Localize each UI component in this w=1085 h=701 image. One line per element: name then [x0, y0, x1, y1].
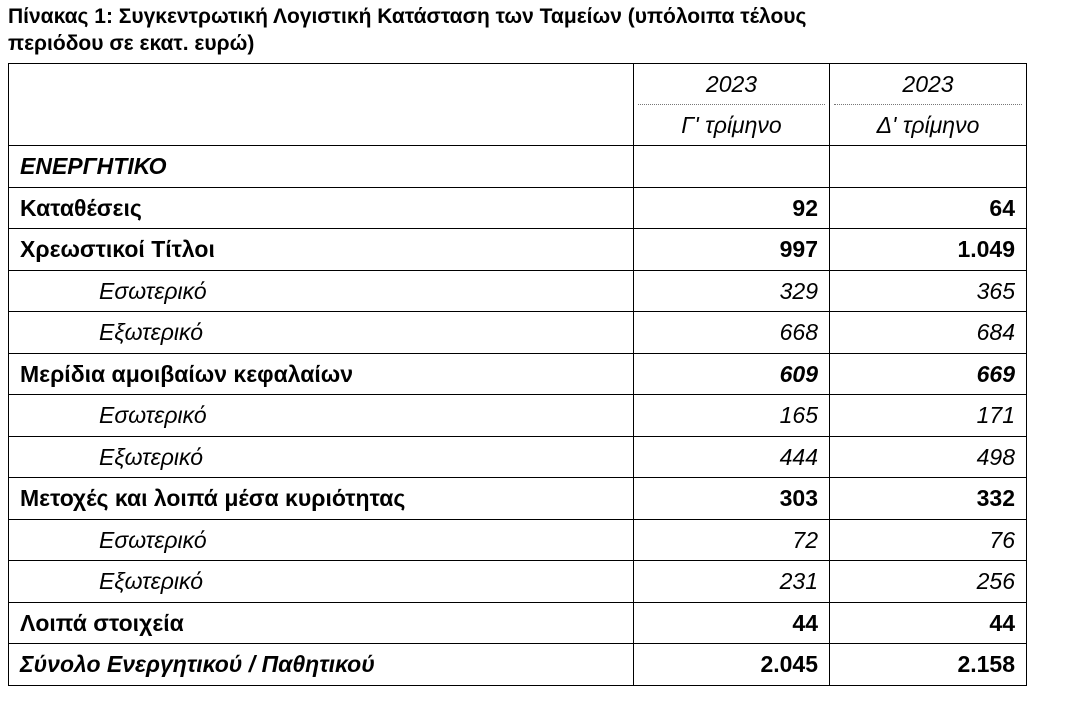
row-label: Λοιπά στοιχεία [9, 602, 634, 644]
row-label: Εσωτερικό [99, 277, 207, 304]
table-row-other-items [9, 602, 1027, 644]
row-value-q3: 444 [634, 436, 830, 478]
row-label-cell [9, 436, 634, 478]
row-label-cell [9, 270, 634, 312]
row-label: ΕΝΕΡΓΗΤΙΚΟ [9, 146, 634, 188]
row-label: Εσωτερικό [99, 402, 207, 429]
row-label: Εξωτερικό [99, 319, 204, 346]
row-value-q3: 668 [634, 312, 830, 354]
table-title-line-2: περιόδου σε εκατ. ευρώ) [8, 32, 255, 55]
row-value-q4: 669 [830, 353, 1027, 395]
row-value-q3: 2.045 [634, 644, 830, 686]
row-label-cell [9, 519, 634, 561]
row-value-q3: 329 [634, 270, 830, 312]
row-label: Χρεωστικοί Τίτλοι [9, 229, 634, 271]
row-label: Εξωτερικό [99, 568, 204, 595]
header-row [9, 64, 1027, 146]
table-row-assets-heading [9, 146, 1027, 188]
header-q4-period: Δ' τρίμηνο [876, 112, 980, 138]
header-empty-cell [9, 64, 634, 146]
row-value-q3: 609 [634, 353, 830, 395]
table-row-fund-foreign [9, 436, 1027, 478]
row-value-q4 [830, 146, 1027, 188]
row-value-q3: 997 [634, 229, 830, 271]
row-value-q3: 44 [634, 602, 830, 644]
row-value-q3: 303 [634, 478, 830, 520]
row-value-q4: 2.158 [830, 644, 1027, 686]
row-value-q3: 231 [634, 561, 830, 603]
header-q4-year: 2023 [834, 64, 1022, 105]
table-row-debt-foreign [9, 312, 1027, 354]
row-value-q3: 92 [634, 187, 830, 229]
header-q3-year: 2023 [638, 64, 825, 105]
table-row-deposits [9, 187, 1027, 229]
row-value-q4: 256 [830, 561, 1027, 603]
row-value-q4: 1.049 [830, 229, 1027, 271]
row-value-q4: 171 [830, 395, 1027, 437]
row-label: Καταθέσεις [9, 187, 634, 229]
row-value-q4: 44 [830, 602, 1027, 644]
row-value-q4: 684 [830, 312, 1027, 354]
row-label-cell [9, 312, 634, 354]
header-q3-cell [634, 64, 830, 146]
row-value-q4: 76 [830, 519, 1027, 561]
table-title [8, 3, 1083, 57]
row-label: Μετοχές και λοιπά μέσα κυριότητας [9, 478, 634, 520]
row-label: Εσωτερικό [99, 526, 207, 553]
table-row-equities-foreign [9, 561, 1027, 603]
row-value-q3 [634, 146, 830, 188]
header-q4-cell [830, 64, 1027, 146]
table-row-debt-securities [9, 229, 1027, 271]
table-row-total [9, 644, 1027, 686]
row-label: Μερίδια αμοιβαίων κεφαλαίων [9, 353, 634, 395]
row-label-cell [9, 395, 634, 437]
table-row-equities-domestic [9, 519, 1027, 561]
table-row-fund-units [9, 353, 1027, 395]
summary-accounts-table [8, 63, 1027, 686]
row-value-q4: 332 [830, 478, 1027, 520]
table-row-equities [9, 478, 1027, 520]
row-label-cell [9, 561, 634, 603]
row-value-q3: 165 [634, 395, 830, 437]
row-value-q4: 365 [830, 270, 1027, 312]
row-value-q4: 498 [830, 436, 1027, 478]
table-row-debt-domestic [9, 270, 1027, 312]
row-label: Σύνολο Ενεργητικού / Παθητικού [9, 644, 634, 686]
row-label: Εξωτερικό [99, 443, 204, 470]
table-row-fund-domestic [9, 395, 1027, 437]
table-title-line-1: Πίνακας 1: Συγκεντρωτική Λογιστική Κατάσταση των Ταμείων (υπόλοιπα τέλους [8, 5, 807, 28]
row-value-q4: 64 [830, 187, 1027, 229]
row-value-q3: 72 [634, 519, 830, 561]
header-q3-period: Γ' τρίμηνο [681, 112, 782, 138]
